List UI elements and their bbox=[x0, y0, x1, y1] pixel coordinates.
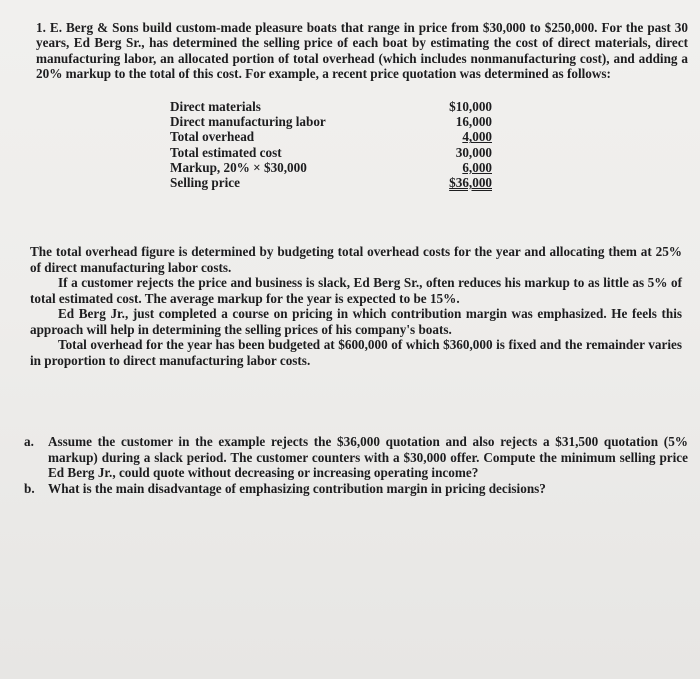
problem-number: 1. bbox=[36, 20, 46, 35]
quotation-amount: 4,000 bbox=[462, 129, 492, 145]
question-mark: b. bbox=[24, 480, 35, 496]
question-text: What is the main disadvantage of emphasizing contribution margin in pricing decisions? bbox=[48, 480, 546, 496]
quotation-label: Direct materials bbox=[170, 99, 261, 114]
quotation-label: Total estimated cost bbox=[170, 144, 282, 160]
markup-paragraph: If a customer rejects the price and business is slack, Ed Berg Sr., often reduces his markup to as little as 5% of total estimated cost. The average markup for the year is expected to be 15%. bbox=[30, 275, 682, 306]
question-mark: a. bbox=[24, 434, 34, 449]
quotation-amount: 16,000 bbox=[455, 114, 492, 130]
budget-paragraph: Total overhead for the year has been budgeted at $600,000 of which $360,000 is fixed and the remainder varies in proportion to direct manufacturing labor costs. bbox=[30, 337, 682, 368]
question-item bbox=[24, 481, 688, 497]
quotation-row bbox=[170, 175, 492, 190]
contribution-paragraph: Ed Berg Jr., just completed a course on pricing in which contribution margin was emphasized. He feels this approach will help in determining the selling prices of his company's boats. bbox=[30, 306, 682, 337]
quotation-amount: 6,000 bbox=[462, 159, 492, 175]
quotation-amount: 30,000 bbox=[455, 144, 492, 160]
overhead-paragraph: The total overhead figure is determined by budgeting total overhead costs for the year and allocating them at 25% of direct manufacturing labor costs. bbox=[30, 244, 682, 275]
quotation-amount: $10,000 bbox=[449, 99, 492, 114]
quotation-label: Direct manufacturing labor bbox=[170, 114, 326, 130]
quotation-row bbox=[170, 129, 492, 144]
quotation-row bbox=[170, 145, 492, 160]
quotation-amount: $36,000 bbox=[449, 175, 492, 191]
body-paragraphs bbox=[30, 244, 682, 368]
price-quotation-table bbox=[170, 99, 492, 190]
quotation-label: Selling price bbox=[170, 175, 240, 191]
quotation-row bbox=[170, 160, 492, 175]
intro-paragraph bbox=[28, 20, 688, 82]
question-item bbox=[24, 434, 688, 481]
intro-text: E. Berg & Sons build custom-made pleasure boats that range in price from $30,000 to $250,000. For the past 30 years, Ed Berg Sr., has determined the selling price of each boat by estimating the cost of direct materials, direct manufacturing labor, an allocated portion of total overhead (which includes nonmanufacturing cost), and adding a 20% markup to the total of this cost. For example, a recent price quotation was determined as follows: bbox=[36, 20, 688, 82]
quotation-row bbox=[170, 99, 492, 114]
quotation-label: Total overhead bbox=[170, 129, 255, 145]
problem-intro bbox=[28, 20, 688, 82]
quotation-label: Markup, 20% × $30,000 bbox=[170, 159, 307, 175]
quotation-row bbox=[170, 114, 492, 129]
question-text: Assume the customer in the example rejects the $36,000 quotation and also rejects a $31,500 quotation (5% markup) during a slack period. The customer counters with a $30,000 offer. Compute the minimum selling price Ed Berg Jr., could quote without decreasing or increasing operating income? bbox=[48, 434, 688, 480]
question-list bbox=[24, 434, 688, 496]
